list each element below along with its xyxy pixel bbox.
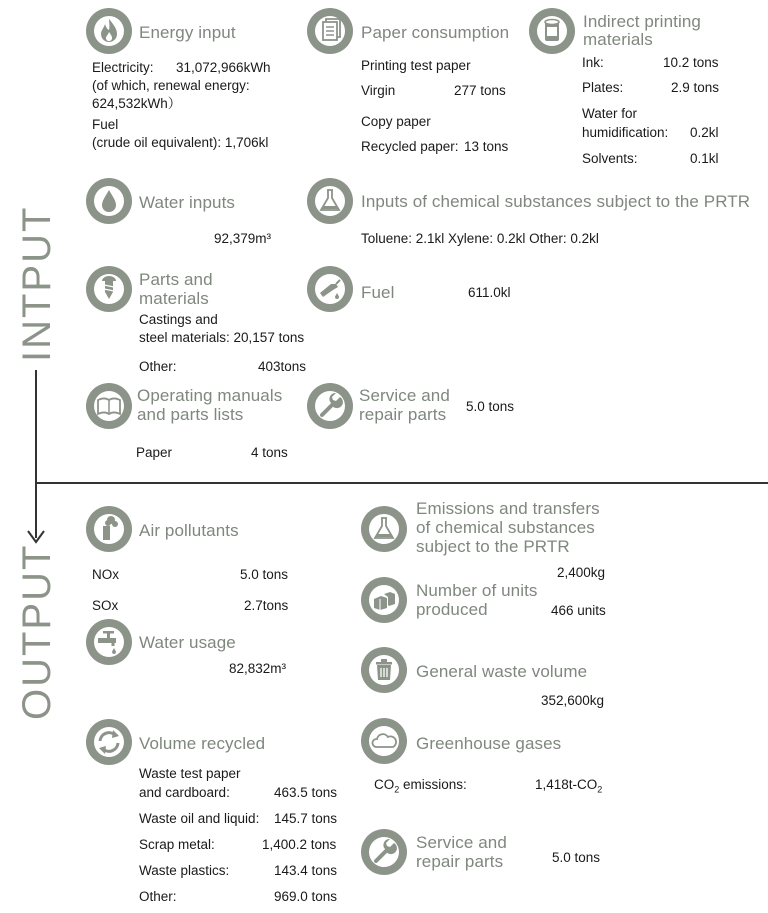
fuel-line1: Fuel	[92, 117, 119, 132]
prtr-emissions-title-line3: subject to the PRTR	[416, 537, 570, 556]
solvents-label: Solvents:	[582, 151, 638, 166]
volume-recycled-title: Volume recycled	[139, 734, 266, 753]
manuals-paper-label: Paper	[136, 445, 173, 460]
recycled-item-value: 1,400.2 tons	[262, 837, 337, 852]
recycled-item-value: 143.4 tons	[274, 863, 338, 878]
wrench-icon	[307, 383, 353, 429]
recycle-arrows-icon	[86, 719, 132, 765]
fuel-title: Fuel	[361, 283, 395, 302]
boxes-icon	[361, 577, 407, 623]
co2-value-main: 1,418t-CO	[535, 777, 598, 792]
water-usage-title: Water usage	[139, 633, 236, 652]
axis-arrow-down-icon	[27, 530, 45, 544]
input-service-value: 5.0 tons	[466, 399, 515, 414]
indirect-printing-title-line2: materials	[583, 30, 653, 49]
co2-emissions-value	[535, 777, 602, 798]
output-service-title-line2: repair parts	[416, 852, 504, 871]
co2-emissions-label	[374, 777, 467, 798]
general-waste-title: General waste volume	[416, 662, 588, 681]
water-humidification-label2: humidification:	[582, 125, 669, 140]
water-usage-value: 82,832m³	[229, 661, 287, 676]
faucet-icon	[86, 619, 132, 665]
output-side-label: OUTPUT	[15, 543, 59, 720]
parts-materials-title-line2: materials	[139, 289, 209, 308]
co2-label-sub: 2	[394, 784, 400, 795]
recycled-item-label: Waste plastics:	[139, 863, 230, 878]
copy-paper-label: Copy paper	[361, 114, 431, 129]
recycled-item-label: Waste test paper	[139, 766, 241, 781]
water-inputs-title: Water inputs	[139, 193, 235, 212]
printing-test-paper-label: Printing test paper	[361, 58, 471, 73]
manuals-title-line2: and parts lists	[137, 405, 244, 424]
parts-other-value: 403tons	[258, 359, 307, 374]
manuals-title-line1: Operating manuals	[137, 386, 283, 405]
energy-input-title: Energy input	[139, 23, 236, 42]
renewable-line2: 624,532kWh）	[92, 96, 182, 111]
output-service-title-line1: Service and	[416, 833, 507, 852]
trash-can-icon	[361, 647, 407, 693]
air-pollutants-title: Air pollutants	[139, 521, 239, 540]
recycled-item-label: and cardboard:	[139, 785, 230, 800]
water-drop-icon	[86, 178, 132, 224]
input-service-title-line2: repair parts	[359, 405, 447, 424]
general-waste-value: 352,600kg	[541, 693, 605, 708]
document-icon	[307, 8, 353, 54]
recycled-paper-value: 13 tons	[464, 139, 509, 154]
plates-label: Plates:	[582, 80, 624, 95]
prtr-emissions-title-line2: of chemical substances	[416, 518, 595, 537]
smokestack-icon	[86, 506, 132, 552]
parts-materials-title-line1: Parts and	[139, 270, 213, 289]
book-icon	[86, 383, 132, 429]
fuel-nozzle-icon	[307, 266, 353, 312]
electricity-value: 31,072,966kWh	[176, 60, 271, 75]
recycled-item-label: Waste oil and liquid:	[139, 811, 260, 826]
plates-value: 2.9 tons	[671, 80, 720, 95]
units-produced-value: 466 units	[551, 603, 606, 618]
recycled-item-label: Other:	[139, 889, 177, 904]
sox-label: SOx	[92, 598, 119, 613]
can-icon	[529, 8, 575, 54]
co2-value-sub: 2	[597, 784, 603, 795]
output-service-value: 5.0 tons	[552, 850, 601, 865]
recycled-paper-label: Recycled paper:	[361, 139, 459, 154]
recycled-item-label: Scrap metal:	[139, 837, 215, 852]
castings-line2: steel materials: 20,157 tons	[139, 330, 305, 345]
input-side-label: INTPUT	[15, 205, 59, 362]
units-produced-title-line2: produced	[416, 600, 488, 619]
castings-line1: Castings and	[139, 312, 218, 327]
water-inputs-value: 92,379m³	[214, 231, 272, 246]
co2-label-co: CO	[374, 777, 395, 792]
sox-value: 2.7tons	[244, 598, 289, 613]
greenhouse-gases-title: Greenhouse gases	[416, 734, 562, 753]
units-produced-title-line1: Number of units	[416, 581, 538, 600]
recycled-item-value: 969.0 tons	[274, 889, 338, 904]
parts-other-label: Other:	[139, 359, 177, 374]
nox-value: 5.0 tons	[240, 567, 289, 582]
prtr-emissions-title-line1: Emissions and transfers	[416, 499, 600, 518]
recycled-item-value: 145.7 tons	[274, 811, 338, 826]
paper-consumption-title: Paper consumption	[361, 23, 510, 42]
input-service-title-line1: Service and	[359, 386, 450, 405]
prtr-inputs-value: Toluene: 2.1kl Xylene: 0.2kl Other: 0.2kl	[361, 231, 599, 246]
water-humidification-label1: Water for	[582, 106, 638, 121]
indirect-printing-title-line1: Indirect printing	[583, 12, 701, 31]
prtr-emissions-value: 2,400kg	[557, 565, 606, 580]
fuel-line2: (crude oil equivalent): 1,706kl	[92, 135, 269, 150]
water-humidification-value: 0.2kl	[690, 125, 719, 140]
manuals-paper-value: 4 tons	[251, 445, 288, 460]
nox-label: NOx	[92, 567, 119, 582]
virgin-label: Virgin	[361, 83, 396, 98]
electricity-label: Electricity:	[92, 60, 154, 75]
co2-label-rest: emissions:	[399, 777, 467, 792]
prtr-inputs-title: Inputs of chemical substances subject to the PRTR	[361, 192, 751, 211]
recycled-item-value: 463.5 tons	[274, 785, 338, 800]
flask-icon	[307, 178, 353, 224]
axis-line-vertical	[35, 370, 37, 538]
ink-label: Ink:	[582, 55, 604, 70]
flame-icon	[86, 8, 132, 54]
flask-icon	[361, 506, 407, 552]
wrench-icon	[361, 829, 407, 875]
solvents-value: 0.1kl	[690, 151, 719, 166]
section-divider	[37, 482, 768, 484]
fuel-value: 611.0kl	[468, 285, 511, 300]
virgin-value: 277 tons	[454, 83, 506, 98]
cloud-icon	[361, 718, 407, 764]
screw-icon	[86, 266, 132, 312]
ink-value: 10.2 tons	[663, 55, 719, 70]
renewable-line1: (of which, renewal energy:	[92, 78, 250, 93]
